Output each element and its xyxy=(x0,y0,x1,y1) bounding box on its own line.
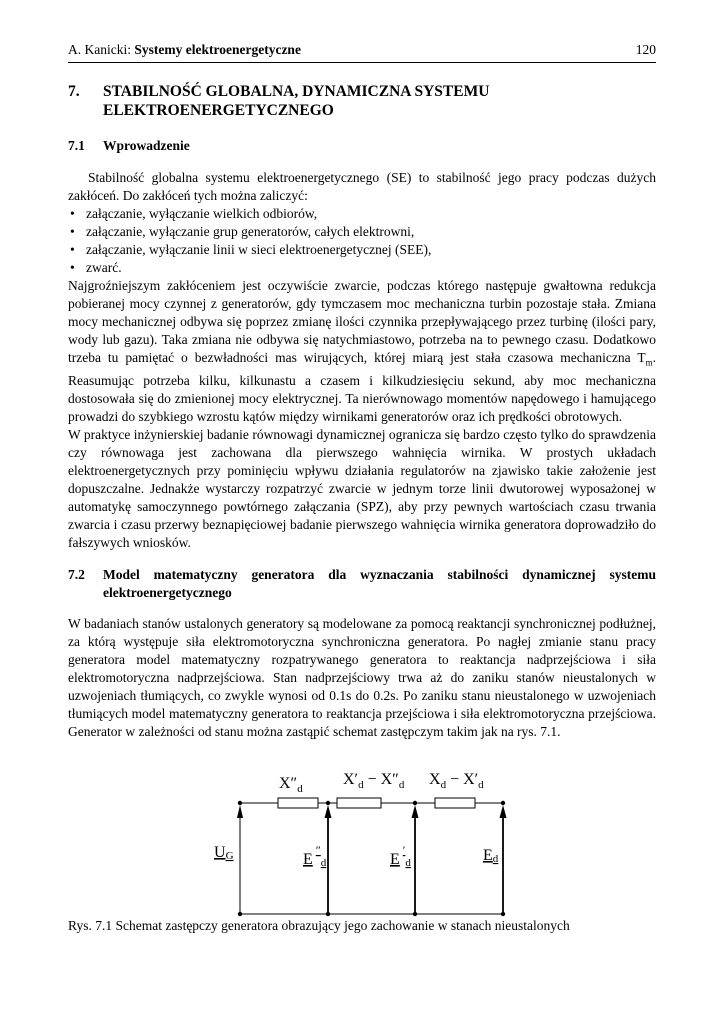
list-item: • załączanie, wyłączanie linii w sieci elektroenergetycznej (SEE), xyxy=(68,241,656,259)
node xyxy=(413,912,417,916)
arrow-head xyxy=(412,805,419,818)
list-item: • zwarć. xyxy=(68,259,656,277)
list-item: • załączanie, wyłączanie grup generatorów, całych elektrowni, xyxy=(68,223,656,241)
label-ed: Ed xyxy=(483,847,499,865)
node xyxy=(238,912,242,916)
page-number: 120 xyxy=(635,42,656,57)
label-e-subtransient: $E''_d$ xyxy=(303,843,327,869)
section-title: Model matematyczny generatora dla wyznaczania stabilności dynamicznej systemu elektroenergetycznego xyxy=(103,567,656,600)
reactance-subtransient xyxy=(278,798,318,808)
arrow-head xyxy=(237,805,243,818)
intro-paragraph: Stabilność globalna systemu elektroenergetycznego (SE) to stabilność jego pracy podczas dużych zakłóceń. Do zakłóceń tych można zaliczyć: xyxy=(68,170,656,203)
section-heading-7-2 xyxy=(68,566,656,602)
section-number: 7.1 xyxy=(68,138,85,153)
label-reactance-2: $X'_d - X''_d$ xyxy=(343,771,405,791)
section-7-1-body xyxy=(68,169,656,552)
node xyxy=(501,801,505,805)
node xyxy=(501,912,505,916)
page-header xyxy=(68,42,656,63)
node xyxy=(326,912,330,916)
header-book-title: Systemy elektroenergetyczne xyxy=(134,42,301,57)
chapter-title: STABILNOŚĆ GLOBALNA, DYNAMICZNA SYSTEMU ELEKTROENERGETYCZNEGO xyxy=(103,83,490,119)
practice-paragraph: W praktyce inżynierskiej badanie równowagi dynamicznej ogranicza się bardzo często tylko do sprawdzenia czy równowaga jest zachowana dla pierwszego wahnięcia wirnika. W prostych układach elektroenergetycznych przy pominięciu wpływu działania regulatorów na zjawisko takie założenie jest dopuszczalne. Jednakże wystarczy rozpatrzyć zwarcie w jednym torze linii dwutorowej wyposażonej w automatykę samoczynnego powtórnego załączania (SPZ), aby przy pewnych wartościach czasu trwania zwarcia i czasu przerwy beznapięciowej badanie pierwszego wahnięcia wirnika generatora doprowadziło do fałszywych wniosków. xyxy=(68,426,656,550)
header-author: A. Kanicki: Systemy elektroenergetyczne xyxy=(68,42,301,57)
section-title: Wprowadzenie xyxy=(103,138,190,153)
short-circuit-paragraph: Najgroźniejszym zakłóceniem jest oczywiście zwarcie, podczas którego następuje gwałtowna redukcja pobieranej mocy czynnej z generatorów, gdy tymczasem moc mechaniczna turbin pozostaje stała. Zmiana mocy mechanicznej odbywa się poprzez zmianę ilości czynnika przepływającego przez turbinę (ilości pary, wody lub gazu). Taka zmiana nie odbywa się natychmiastowo, potrzeba na to pewnego czasu. Dodatkowo trzeba tu pamiętać o bezwładności mas wirujących, której miarą jest stała czasowa mechaniczna $T_m$. Reasumując potrzeba kilku, kilkunastu a czasem i kilkudziesięciu sekund, aby moc mechaniczna dostosowała się do zmienionej mocy elektrycznej. Ta nierównowago momentów napędowego i hamującego prowadzi do szybkiego wzrostu kątów między wirnikami generatorów oraz ich prędkości obrotowych. xyxy=(68,278,656,424)
reactance-transient-difference xyxy=(337,798,381,808)
chapter-heading xyxy=(68,82,656,122)
section-heading-7-1 xyxy=(68,137,656,155)
node xyxy=(238,801,242,805)
figure-caption: Rys. 7.1 Schemat zastępczy generatora obrazujący jego zachowanie w stanach nieustalonych xyxy=(68,918,570,933)
label-ug: UG xyxy=(214,844,234,862)
list-item: • załączanie, wyłączanie wielkich odbiorów, xyxy=(68,205,656,223)
label-reactance-3: $X_d - X'_d$ xyxy=(429,771,484,791)
section-7-2-body xyxy=(68,615,656,741)
arrow-head xyxy=(325,805,332,818)
reactance-synchronous-difference xyxy=(435,798,475,808)
disturbance-list xyxy=(68,205,656,277)
equivalent-circuit-diagram xyxy=(200,760,530,918)
label-reactance-1: $X''_d$ xyxy=(279,775,303,795)
chapter-number: 7. xyxy=(68,83,80,100)
model-paragraph: W badaniach stanów ustalonych generatory są modelowane za pomocą reaktancji synchronicznej podłużnej, za którą występuje siła elektromotoryczna synchroniczna generatora. Po nagłej zmianie stanu pracy generatora model matematyczny rozpatrywanego generatora to reaktancja nadprzejściowa i siła elektromotoryczna nadprzejściowa. Stan nadprzejściowy trwa aż do zaniku stanów nieustalonych w uzwojeniach tłumiących, co zwykle wynosi od 0.1s do 0.2s. Po zaniku stanu nieustalonego w uzwojeniach tłumiących model matematyczny generatora to reaktancja przejściowa i siła elektromotoryczna przejściowa. Generator w zależności od stanu można zastąpić schemat zastępczym takim jak na rys. 7.1. xyxy=(68,616,656,739)
node xyxy=(326,801,330,805)
node xyxy=(413,801,417,805)
section-number: 7.2 xyxy=(68,567,85,582)
arrow-head xyxy=(500,805,507,818)
label-e-transient: $E'_d$ xyxy=(390,843,411,869)
